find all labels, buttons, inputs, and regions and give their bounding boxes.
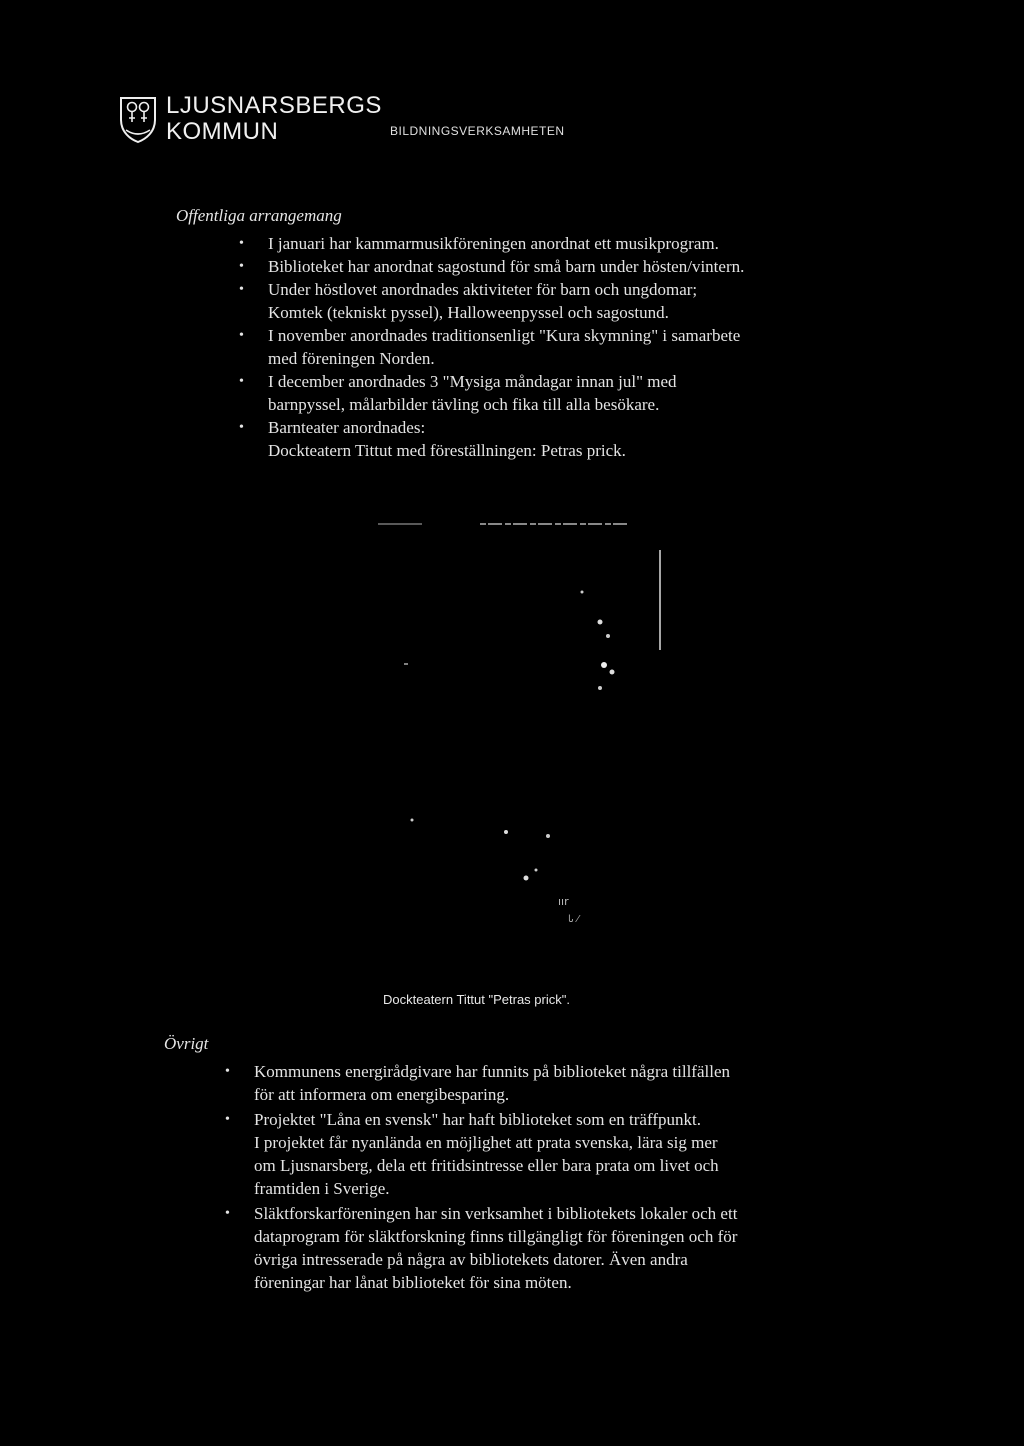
list-item-line: I projektet får nyanlända en möjlighet att prata svenska, lära sig mer bbox=[254, 1133, 718, 1152]
list-item bbox=[222, 1108, 737, 1200]
list-item-line: dataprogram för släktforskning finns tillgängligt för föreningen och för bbox=[254, 1227, 738, 1246]
list-item-line: Dockteatern Tittut med föreställningen: Petras prick. bbox=[268, 441, 626, 460]
list-item-line: övriga intresserade på några av bibliotekets datorer. Även andra bbox=[254, 1250, 688, 1269]
photo-image bbox=[360, 510, 680, 930]
events-list bbox=[236, 232, 744, 462]
section-heading-events: Offentliga arrangemang bbox=[176, 206, 342, 225]
org-name-line1: LJUSNARSBERGS bbox=[166, 92, 382, 119]
department-label: BILDNINGSVERKSAMHETEN bbox=[390, 124, 565, 138]
bullet-icon: • bbox=[239, 236, 244, 251]
bullet-icon: • bbox=[239, 282, 244, 297]
list-item-line: barnpyssel, målarbilder tävling och fika till alla besökare. bbox=[268, 395, 660, 414]
list-item-line: med föreningen Norden. bbox=[268, 349, 435, 368]
list-item-line: I december anordnades 3 "Mysiga måndagar innan jul" med bbox=[268, 372, 677, 391]
list-item-line: Projektet "Låna en svensk" har haft biblioteket som en träffpunkt. bbox=[254, 1110, 701, 1129]
list-item-line: Barnteater anordnades: bbox=[268, 418, 426, 437]
section-heading-other: Övrigt bbox=[164, 1034, 209, 1053]
list-item-line: Komtek (tekniskt pyssel), Halloweenpyssel och sagostund. bbox=[268, 303, 669, 322]
list-item bbox=[236, 278, 744, 324]
list-item bbox=[222, 1202, 737, 1294]
list-item-line: framtiden i Sverige. bbox=[254, 1179, 390, 1198]
list-item-line: Under höstlovet anordnades aktiviteter för barn och ungdomar; bbox=[268, 280, 698, 299]
other-list bbox=[222, 1060, 737, 1296]
bullet-icon: • bbox=[239, 259, 244, 274]
svg-text:ıır: ıır bbox=[558, 895, 569, 908]
bullet-icon: • bbox=[225, 1112, 230, 1127]
list-item-line: Släktforskarföreningen har sin verksamhet i bibliotekets lokaler och ett bbox=[254, 1204, 738, 1223]
bullet-icon: • bbox=[225, 1206, 230, 1221]
list-item bbox=[236, 232, 744, 255]
theatre-photo bbox=[360, 510, 680, 930]
list-item-line: om Ljusnarsberg, dela ett fritidsintresse eller bara prata om livet och bbox=[254, 1156, 719, 1175]
bullet-icon: • bbox=[239, 374, 244, 389]
list-item-line: I november anordnades traditionsenligt "Kura skymning" i samarbete bbox=[268, 326, 741, 345]
bullet-icon: • bbox=[239, 328, 244, 343]
list-item bbox=[236, 416, 744, 462]
bullet-icon: • bbox=[225, 1064, 230, 1079]
list-item bbox=[222, 1060, 737, 1106]
municipal-crest-icon bbox=[118, 94, 158, 144]
photo-caption: Dockteatern Tittut "Petras prick". bbox=[383, 992, 570, 1007]
svg-text:ىا ⁄: ىا ⁄ bbox=[568, 914, 579, 925]
list-item-line: Biblioteket har anordnat sagostund för små barn under hösten/vintern. bbox=[268, 257, 745, 276]
list-item bbox=[236, 370, 744, 416]
list-item bbox=[236, 255, 744, 278]
list-item bbox=[236, 324, 744, 370]
list-item-line: Kommunens energirådgivare har funnits på biblioteket några tillfällen bbox=[254, 1062, 731, 1081]
bullet-icon: • bbox=[239, 420, 244, 435]
org-name-line2: KOMMUN bbox=[166, 118, 279, 145]
list-item-line: I januari har kammarmusikföreningen anordnat ett musikprogram. bbox=[268, 234, 719, 253]
list-item-line: för att informera om energibesparing. bbox=[254, 1085, 510, 1104]
list-item-line: föreningar har lånat biblioteket för sina möten. bbox=[254, 1273, 572, 1292]
